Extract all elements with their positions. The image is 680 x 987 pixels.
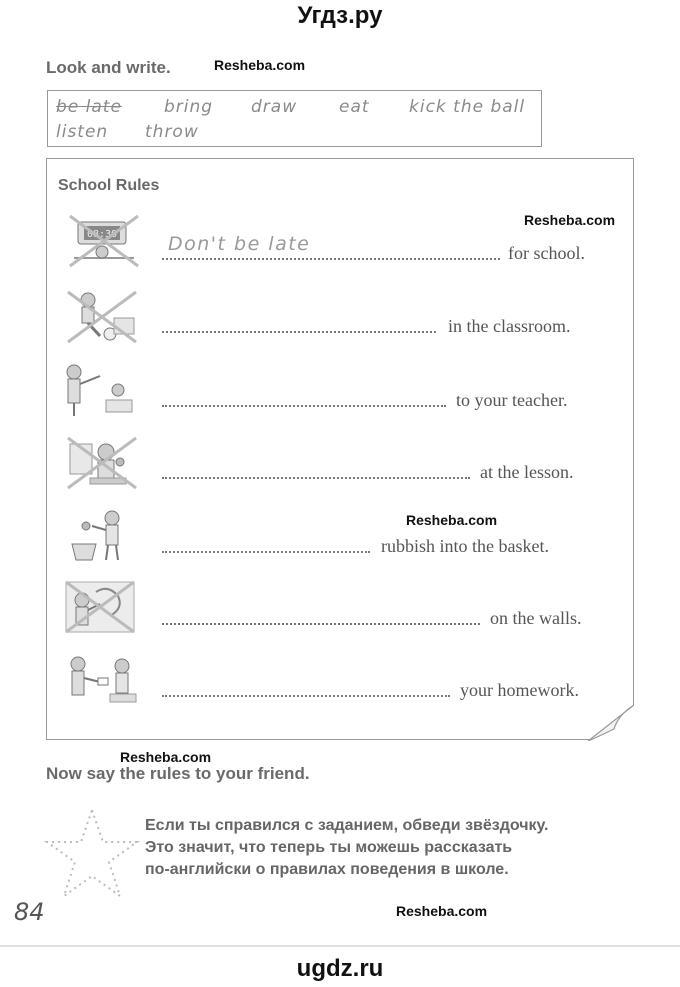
throwing-rubbish-icon: [64, 506, 140, 564]
site-title-top: Угдз.ру: [297, 2, 383, 29]
task-title: Look and write.: [46, 58, 171, 77]
kicking-ball-icon: [64, 288, 140, 346]
answer-line-4[interactable]: [162, 477, 470, 479]
rule-ending-6: on the walls.: [490, 608, 582, 628]
page-number: 84: [14, 898, 45, 926]
svg-text:08:30: 08:30: [86, 229, 118, 240]
russian-line-1: Если ты справился с заданием, обведи звёздочку.: [145, 817, 549, 834]
russian-line-2: Это значит, что теперь ты можешь рассказать: [145, 839, 513, 856]
eating-icon: [64, 434, 140, 492]
page-divider: [0, 945, 680, 947]
answer-line-1[interactable]: [162, 258, 500, 260]
word-draw: draw: [251, 97, 298, 117]
watermark: Resheba.com: [524, 212, 616, 228]
watermark: Resheba.com: [406, 512, 498, 528]
watermark: Resheba.com: [120, 749, 212, 765]
watermark: Resheba.com: [214, 57, 306, 73]
answer-line-7[interactable]: [162, 695, 450, 697]
answer-line-3[interactable]: [162, 405, 446, 407]
word-bring: bring: [164, 97, 214, 117]
star-icon[interactable]: [44, 806, 140, 900]
russian-line-3: по-английски о правилах поведения в школе.: [145, 861, 509, 878]
word-eat: eat: [339, 97, 370, 117]
teacher-icon: [60, 362, 136, 420]
rule-ending-2: in the classroom.: [448, 316, 571, 336]
answer-line-2[interactable]: [162, 331, 436, 333]
drawing-on-wall-icon: [62, 578, 138, 636]
site-title-bottom: ugdz.ru: [296, 955, 384, 982]
watermark: Resheba.com: [396, 903, 488, 919]
word-be-late: be late: [56, 97, 122, 117]
word-throw: throw: [145, 122, 199, 142]
word-kick-the-ball: kick the ball: [409, 97, 526, 117]
rules-title: School Rules: [58, 177, 160, 194]
answer-line-5[interactable]: [162, 551, 370, 553]
rule-ending-1: for school.: [508, 243, 585, 263]
alarm-clock-icon: [66, 212, 142, 270]
word-listen: listen: [56, 122, 109, 142]
rule-ending-3: to your teacher.: [456, 390, 568, 410]
answer-line-6[interactable]: [162, 623, 480, 625]
rule-ending-4: at the lesson.: [480, 462, 574, 482]
rule-ending-5: rubbish into the basket.: [381, 536, 549, 556]
bringing-homework-icon: [64, 652, 140, 710]
example-answer: Don't be late: [168, 233, 311, 255]
rule-ending-7: your homework.: [460, 680, 579, 700]
page-curl-icon: [588, 705, 634, 741]
say-instruction: Now say the rules to your friend.: [46, 764, 310, 783]
